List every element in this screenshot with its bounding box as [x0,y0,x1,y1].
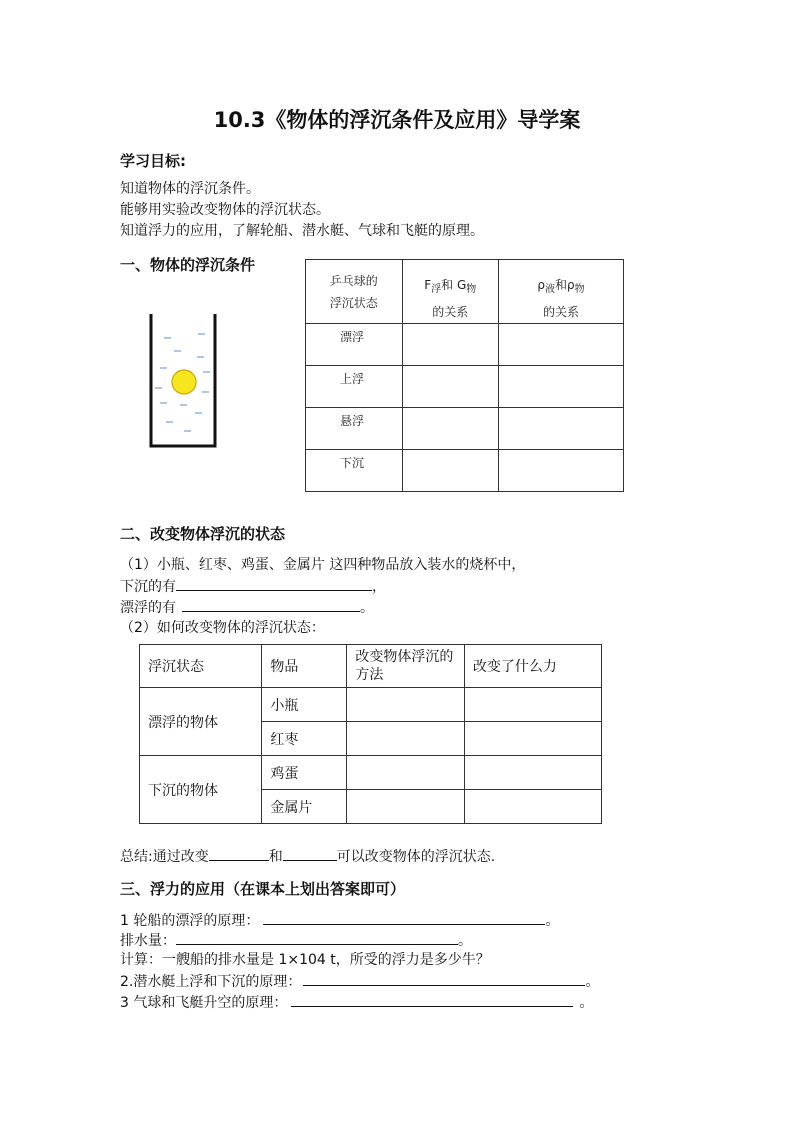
answer-cell[interactable] [402,408,498,450]
header-relation-2: 的关系 [542,305,579,319]
header-F-sub: 浮 [431,284,442,295]
summary-text-a: 总结:通过改变 [120,849,209,865]
answer-cell[interactable] [464,790,601,824]
float-blank[interactable] [182,597,360,612]
application-line-2 [120,930,472,952]
balloon-end: 。 [579,995,594,1011]
item-label: 金属片 [262,790,347,824]
calculation-question: 计算：一艘船的排水量是 1×104 t，所受的浮力是多少牛？ [120,952,490,968]
summary-blank-1[interactable] [209,846,269,861]
change-state-table [139,644,602,824]
item-label: 红枣 [262,722,347,756]
group-sinking: 下沉的物体 [140,756,262,824]
beaker-illustration [140,310,224,452]
header-rho-object-sub: 物 [574,284,585,295]
page-title: 10.3《物体的浮沉条件及应用》导学案 [213,108,581,132]
header-item: 物品 [262,645,347,688]
question-1: （1）小瓶、红枣、鸡蛋、金属片 这四种物品放入装水的烧杯中， [120,557,526,573]
ship-end: 。 [545,913,560,929]
displacement-end: 。 [458,933,472,949]
answer-cell[interactable] [347,756,465,790]
header-state-line2: 浮沉状态 [329,296,378,310]
header-method: 改变物体浮沉的方法 [347,645,465,688]
answer-cell[interactable] [464,722,601,756]
row-label: 漂浮 [306,324,403,366]
objective-3: 知道浮力的应用，了解轮船、潜水艇、气球和飞艇的原理。 [120,223,484,239]
submarine-blank[interactable] [303,971,585,986]
float-line [120,597,374,619]
objective-2: 能够用实验改变物体的浮沉状态。 [120,202,330,218]
ping-pong-ball [172,370,196,394]
answer-cell[interactable] [402,450,498,492]
application-line-5 [120,992,593,1014]
application-line-4 [120,971,599,993]
summary-line [120,846,495,868]
row-label: 下沉 [306,450,403,492]
answer-cell[interactable] [347,688,465,722]
answer-cell[interactable] [498,450,623,492]
answer-cell[interactable] [464,756,601,790]
submarine-end: 。 [585,974,600,990]
float-end: 。 [360,600,374,616]
item-label: 鸡蛋 [262,756,347,790]
header-state-line1: 乒乓球的 [329,274,378,288]
answer-cell[interactable] [347,790,465,824]
header-rho-liquid: ρ [537,278,545,292]
header-state: 浮沉状态 [140,645,262,688]
sink-line [120,576,386,598]
objectives-heading: 学习目标: [120,152,186,170]
header-G-sub: 物 [466,284,477,295]
section3-heading: 三、浮力的应用（在课本上划出答案即可） [120,880,406,898]
displacement-blank[interactable] [176,930,458,945]
displacement-label: 排水量： [120,933,176,949]
answer-cell[interactable] [464,688,601,722]
float-label: 漂浮的有 [120,600,176,616]
answer-cell[interactable] [402,366,498,408]
section1-heading: 一、物体的浮沉条件 [120,256,256,274]
answer-cell[interactable] [347,722,465,756]
summary-text-b: 和 [268,849,283,865]
answer-cell[interactable] [498,408,623,450]
row-label: 悬浮 [306,408,403,450]
application-line-1 [120,910,559,932]
group-floating: 漂浮的物体 [140,688,262,756]
answer-cell[interactable] [498,366,623,408]
balloon-blank[interactable] [291,992,573,1007]
header-force: 改变了什么力 [464,645,601,688]
header-rho-liquid-sub: 液 [544,284,555,295]
answer-cell[interactable] [402,324,498,366]
submarine-label: 2.潜水艇上浮和下沉的原理： [120,974,302,990]
sink-blank[interactable] [176,576,372,591]
balloon-label: 3 气球和飞艇升空的原理： [120,995,288,1011]
sink-label: 下沉的有 [120,579,176,595]
summary-text-c: 可以改变物体的浮沉状态. [336,849,496,865]
objective-1: 知道物体的浮沉条件。 [120,181,260,197]
item-label: 小瓶 [262,688,347,722]
header-and-G: 和 G [441,278,467,292]
section2-heading: 二、改变物体浮沉的状态 [120,525,286,543]
buoyancy-table [305,259,624,492]
summary-blank-2[interactable] [283,846,337,861]
answer-cell[interactable] [498,324,623,366]
ship-label: 1 轮船的漂浮的原理： [120,913,260,929]
question-2: （2）如何改变物体的浮沉状态： [120,620,325,636]
header-F: F [424,278,432,292]
row-label: 上浮 [306,366,403,408]
ship-blank[interactable] [263,910,545,925]
header-rho-object: 和ρ [554,278,575,292]
header-relation-1: 的关系 [432,305,469,319]
sink-end: ， [372,579,386,595]
